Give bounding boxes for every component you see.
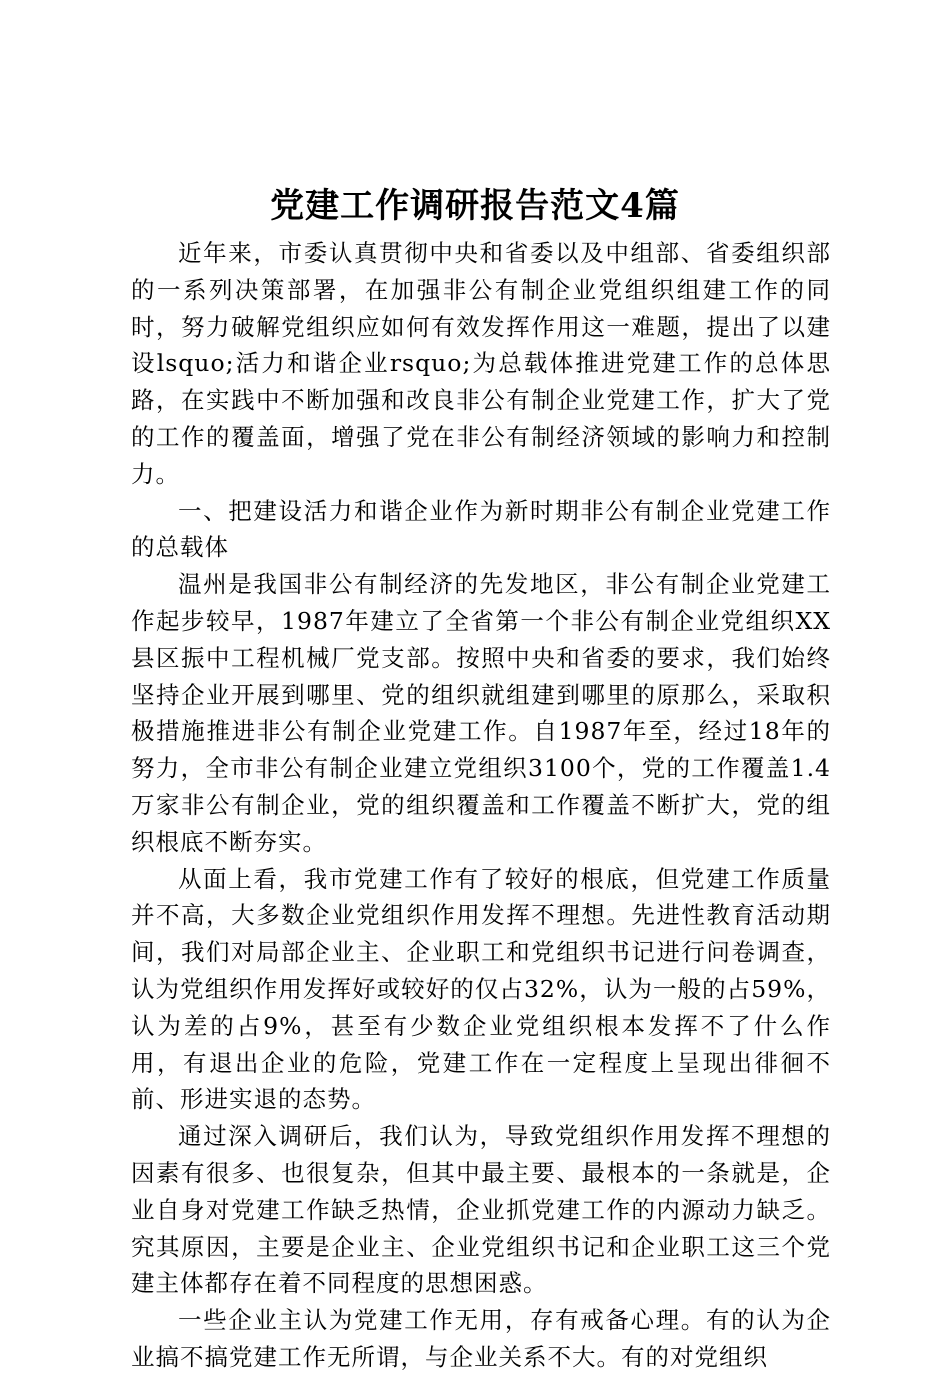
- document-title: 党建工作调研报告范文4篇: [270, 186, 680, 226]
- paragraph-survey-results: 从面上看，我市党建工作有了较好的根底，但党建工作质量并不高，大多数企业党组织作用发挥不理想。先进性教育活动期间，我们对局部企业主、企业职工和党组织书记进行问卷调查，认为党组织作用发挥好或较好的仅占32%，认为一般的占59%，认为差的占9%，甚至有少数企业党组织根本发挥不了什么作用，有退出企业的危险，党建工作在一定程度上呈现出徘徊不前、形进实退的态势。: [131, 864, 831, 1114]
- paragraph-wenzhou-history: 温州是我国非公有制经济的先发地区，非公有制企业党建工作起步较早，1987年建立了全省第一个非公有制企业党组织XX县区振中工程机械厂党支部。按照中央和省委的要求，我们始终坚持企业开展到哪里、党的组织就组建到哪里的原那么，采取积极措施推进非公有制企业党建工作。自1987年至，经过18年的努力，全市非公有制企业建立党组织3100个，党的工作覆盖1.4万家非公有制企业，党的组织覆盖和工作覆盖不断扩大，党的组织根底不断夯实。: [131, 570, 831, 856]
- document-body: [131, 235, 831, 1376]
- paragraph-business-owners: 一些企业主认为党建工作无用，存有戒备心理。有的认为企业搞不搞党建工作无所谓，与企业关系不大。有的对党组织: [131, 1306, 831, 1371]
- paragraph-intro: 近年来，市委认真贯彻中央和省委以及中组部、省委组织部的一系列决策部署，在加强非公有制企业党组织组建工作的同时，努力破解党组织应如何有效发挥作用这一难题，提出了以建设lsquo;活力和谐企业rsquo;为总载体推进党建工作的总体思路，在实践中不断加强和改良非公有制企业党建工作，扩大了党的工作的覆盖面，增强了党在非公有制经济领域的影响力和控制力。: [131, 239, 831, 488]
- section-heading-1: 一、把建设活力和谐企业作为新时期非公有制企业党建工作的总载体: [131, 496, 831, 562]
- paragraph-root-causes: 通过深入调研后，我们认为，导致党组织作用发挥不理想的因素有很多、也很复杂，但其中最主要、最根本的一条就是，企业自身对党建工作缺乏热情，企业抓党建工作的内源动力缺乏。究其原因，主要是企业主、企业党组织书记和企业职工这三个党建主体都存在着不同程度的思想困惑。: [131, 1122, 831, 1298]
